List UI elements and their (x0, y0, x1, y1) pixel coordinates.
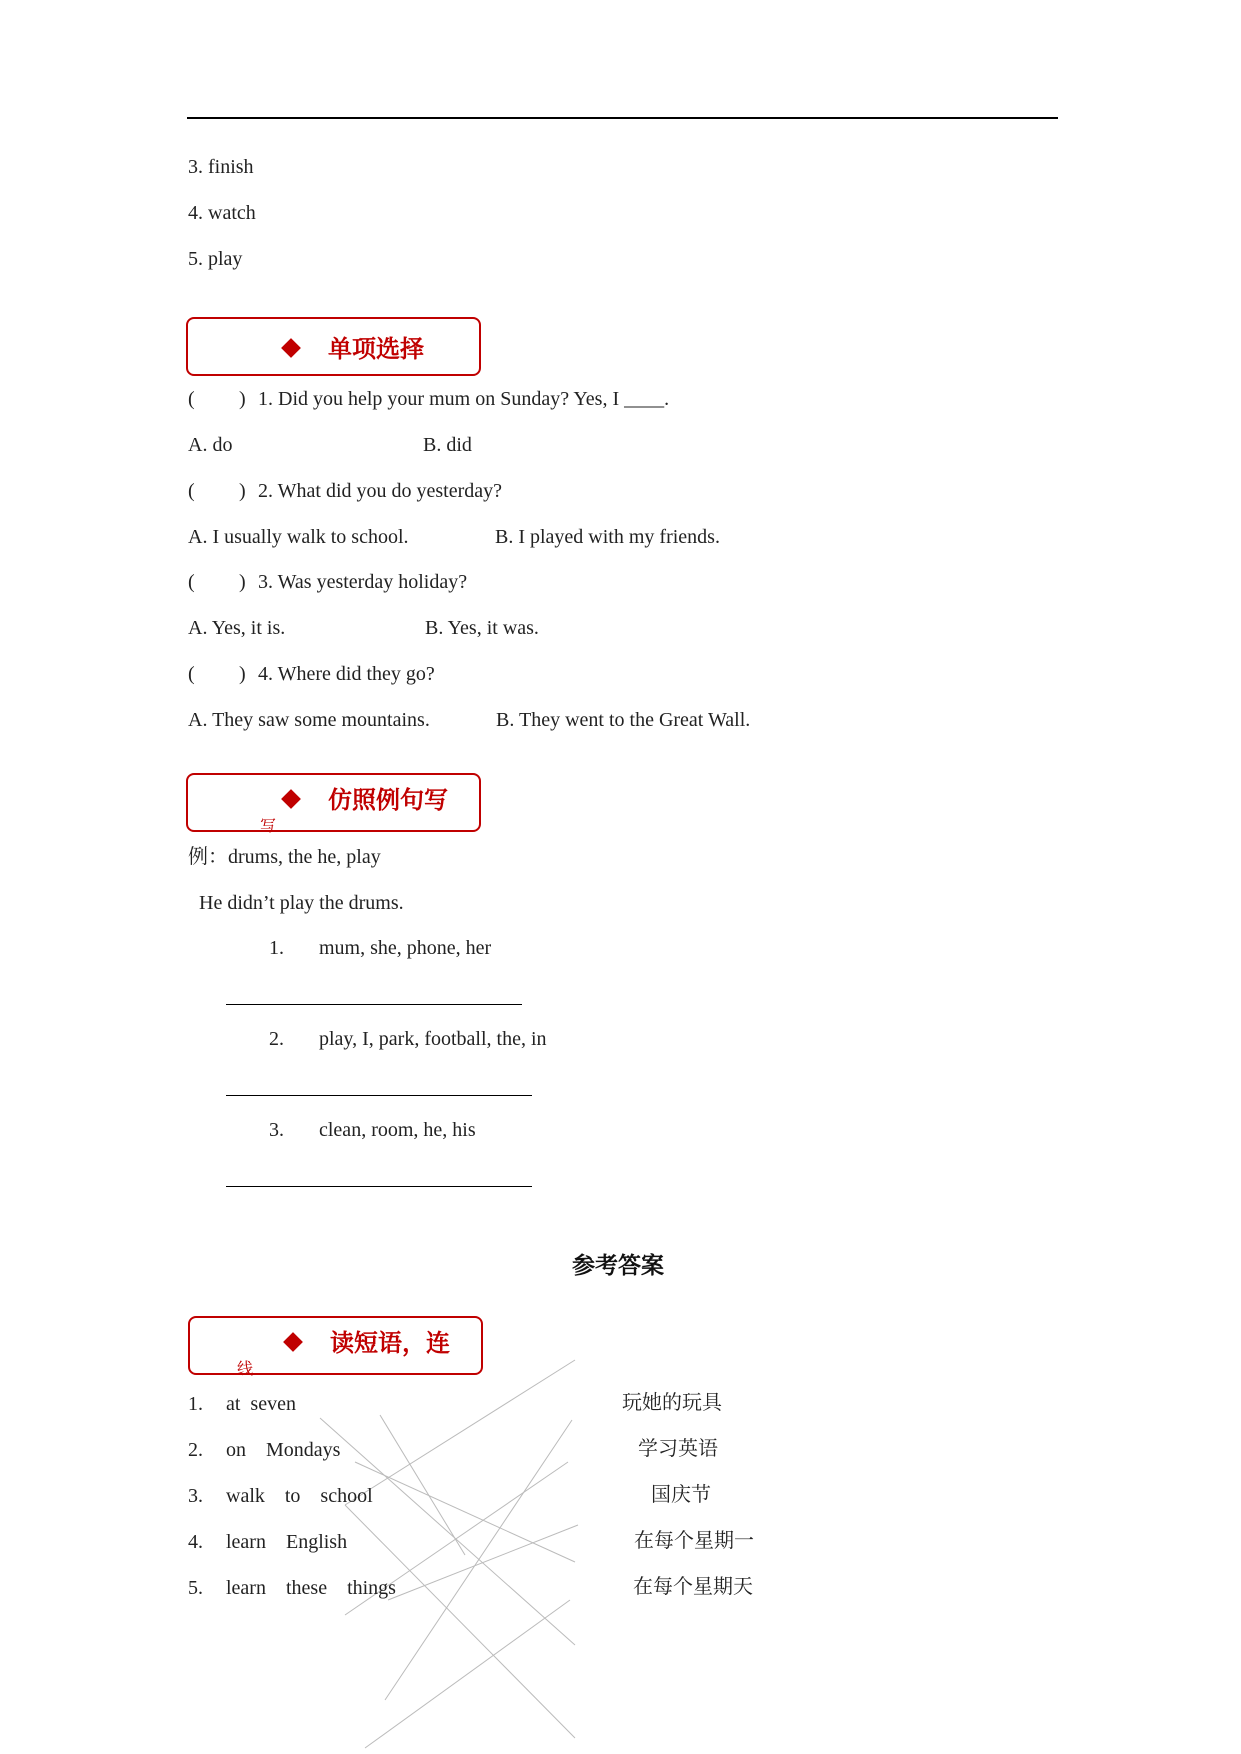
option-b: B. I played with my friends. (495, 526, 720, 548)
option-b: B. They went to the Great Wall. (496, 709, 751, 731)
question-paren-open: ( (188, 480, 195, 502)
match-right-item: 学习英语 (638, 1436, 718, 1460)
match-left-number: 4. (188, 1531, 203, 1553)
match-right-item: 国庆节 (651, 1482, 711, 1506)
example-prompt: 例：drums, the he, play (188, 846, 381, 868)
question-paren-open: ( (188, 571, 195, 593)
example-answer: He didn’t play the drums. (199, 892, 404, 914)
option-b: B. Yes, it was. (425, 617, 539, 639)
question-paren-close: ) (239, 663, 246, 685)
match-left-item: learn these things (226, 1577, 396, 1599)
question-text: 1. Did you help your mum on Sunday? Yes, I ____. (258, 388, 670, 410)
stray-char: 写 (260, 816, 277, 835)
option-a: A. They saw some mountains. (188, 709, 430, 731)
option-a: A. Yes, it is. (188, 617, 286, 639)
match-left-number: 5. (188, 1577, 203, 1599)
match-left-number: 1. (188, 1393, 203, 1415)
question-paren-open: ( (188, 388, 195, 410)
section-title: 读短语，连 (330, 1329, 450, 1357)
match-left-item: learn English (226, 1531, 348, 1553)
question-paren-open: ( (188, 663, 195, 685)
item-words: play, I, park, football, the, in (319, 1028, 547, 1050)
stray-char: 线 (237, 1359, 254, 1378)
item-number: 1. (269, 937, 284, 959)
list-item: 5. play (188, 248, 243, 270)
question-text: 4. Where did they go? (258, 663, 435, 685)
answer-key-title: 参考答案 (572, 1253, 664, 1279)
question-paren-close: ) (239, 388, 246, 410)
match-left-item: on Mondays (226, 1439, 341, 1461)
option-b: B. did (423, 434, 472, 456)
question-text: 3. Was yesterday holiday? (258, 571, 468, 593)
match-right-item: 玩她的玩具 (622, 1390, 722, 1414)
section-title: 仿照例句写 (328, 786, 448, 814)
section-title: 单项选择 (328, 335, 424, 363)
match-left-item: at seven (226, 1393, 296, 1415)
match-left-number: 2. (188, 1439, 203, 1461)
list-item: 4. watch (188, 202, 256, 224)
question-text: 2. What did you do yesterday? (258, 480, 503, 502)
match-right-item: 在每个星期一 (634, 1528, 754, 1552)
option-a: A. I usually walk to school. (188, 526, 409, 548)
question-paren-close: ) (239, 480, 246, 502)
item-words: mum, she, phone, her (319, 937, 492, 959)
match-left-item: walk to school (226, 1485, 373, 1507)
match-right-item: 在每个星期天 (633, 1574, 753, 1598)
item-words: clean, room, he, his (319, 1119, 476, 1141)
list-item: 3. finish (188, 156, 254, 178)
item-number: 2. (269, 1028, 284, 1050)
match-left-number: 3. (188, 1485, 203, 1507)
item-number: 3. (269, 1119, 284, 1141)
question-paren-close: ) (239, 571, 246, 593)
option-a: A. do (188, 434, 233, 456)
